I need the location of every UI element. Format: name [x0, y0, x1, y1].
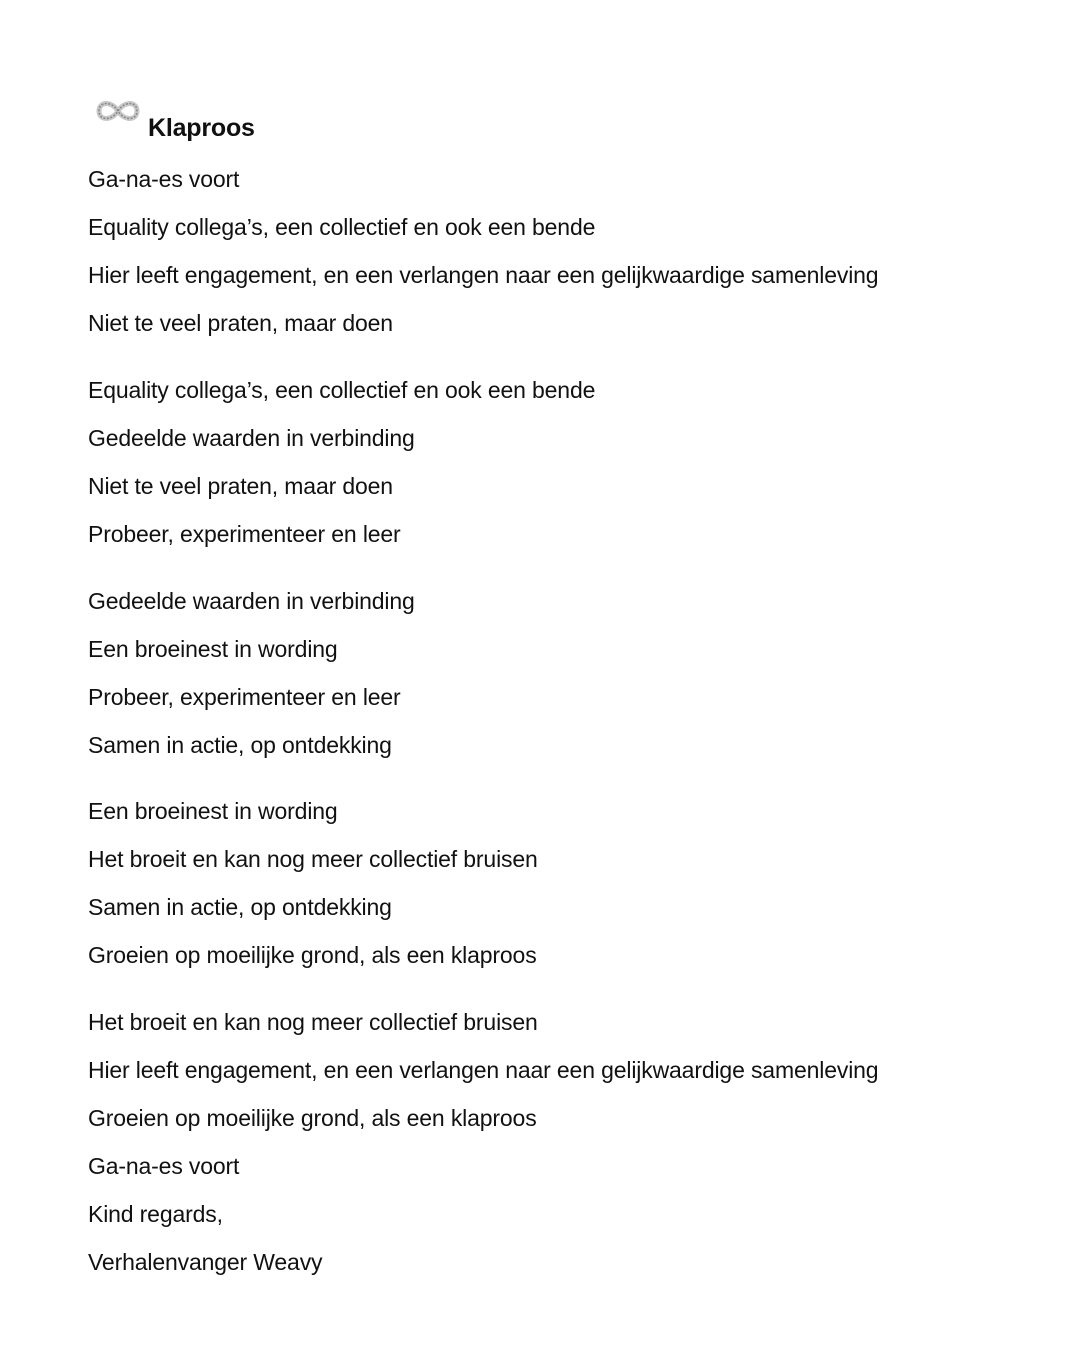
- poem-line: Groeien op moeilijke grond, als een klaproos: [88, 1105, 537, 1131]
- stanza-1: [88, 155, 878, 347]
- title-row: [92, 96, 492, 152]
- stanza-4: [88, 787, 538, 979]
- poem-line: Samen in actie, op ontdekking: [88, 732, 392, 758]
- poem-line: Een broeinest in wording: [88, 636, 338, 662]
- poem-line: Samen in actie, op ontdekking: [88, 894, 392, 920]
- poem-line: Het broeit en kan nog meer collectief bruisen: [88, 1009, 538, 1035]
- poem-line: Groeien op moeilijke grond, als een klaproos: [88, 942, 537, 968]
- signature: Verhalenvanger Weavy: [88, 1249, 323, 1275]
- poem-line: Probeer, experimenteer en leer: [88, 521, 401, 547]
- poem-line: Hier leeft engagement, en een verlangen naar een gelijkwaardige samenleving: [88, 1057, 879, 1083]
- stanza-5: [88, 998, 878, 1286]
- poem-line: Ga-na-es voort: [88, 166, 240, 192]
- poem-line: Ga-na-es voort: [88, 1153, 240, 1179]
- poem-line: Gedeelde waarden in verbinding: [88, 588, 415, 614]
- stanza-3: [88, 577, 415, 769]
- closing-greeting: Kind regards,: [88, 1201, 223, 1227]
- poem-line: Equality collega’s, een collectief en ook een bende: [88, 214, 596, 240]
- poem-line: Het broeit en kan nog meer collectief bruisen: [88, 846, 538, 872]
- poem-line: Probeer, experimenteer en leer: [88, 684, 401, 710]
- stanza-2: [88, 366, 595, 558]
- document-title: Klaproos: [148, 114, 255, 142]
- poem-line: Gedeelde waarden in verbinding: [88, 425, 415, 451]
- poem-line: Niet te veel praten, maar doen: [88, 310, 393, 336]
- poem-line: Hier leeft engagement, en een verlangen naar een gelijkwaardige samenleving: [88, 262, 879, 288]
- infinity-icon: [94, 98, 142, 124]
- poem-line: Een broeinest in wording: [88, 798, 338, 824]
- poem-line: Equality collega’s, een collectief en ook een bende: [88, 377, 596, 403]
- poem-line: Niet te veel praten, maar doen: [88, 473, 393, 499]
